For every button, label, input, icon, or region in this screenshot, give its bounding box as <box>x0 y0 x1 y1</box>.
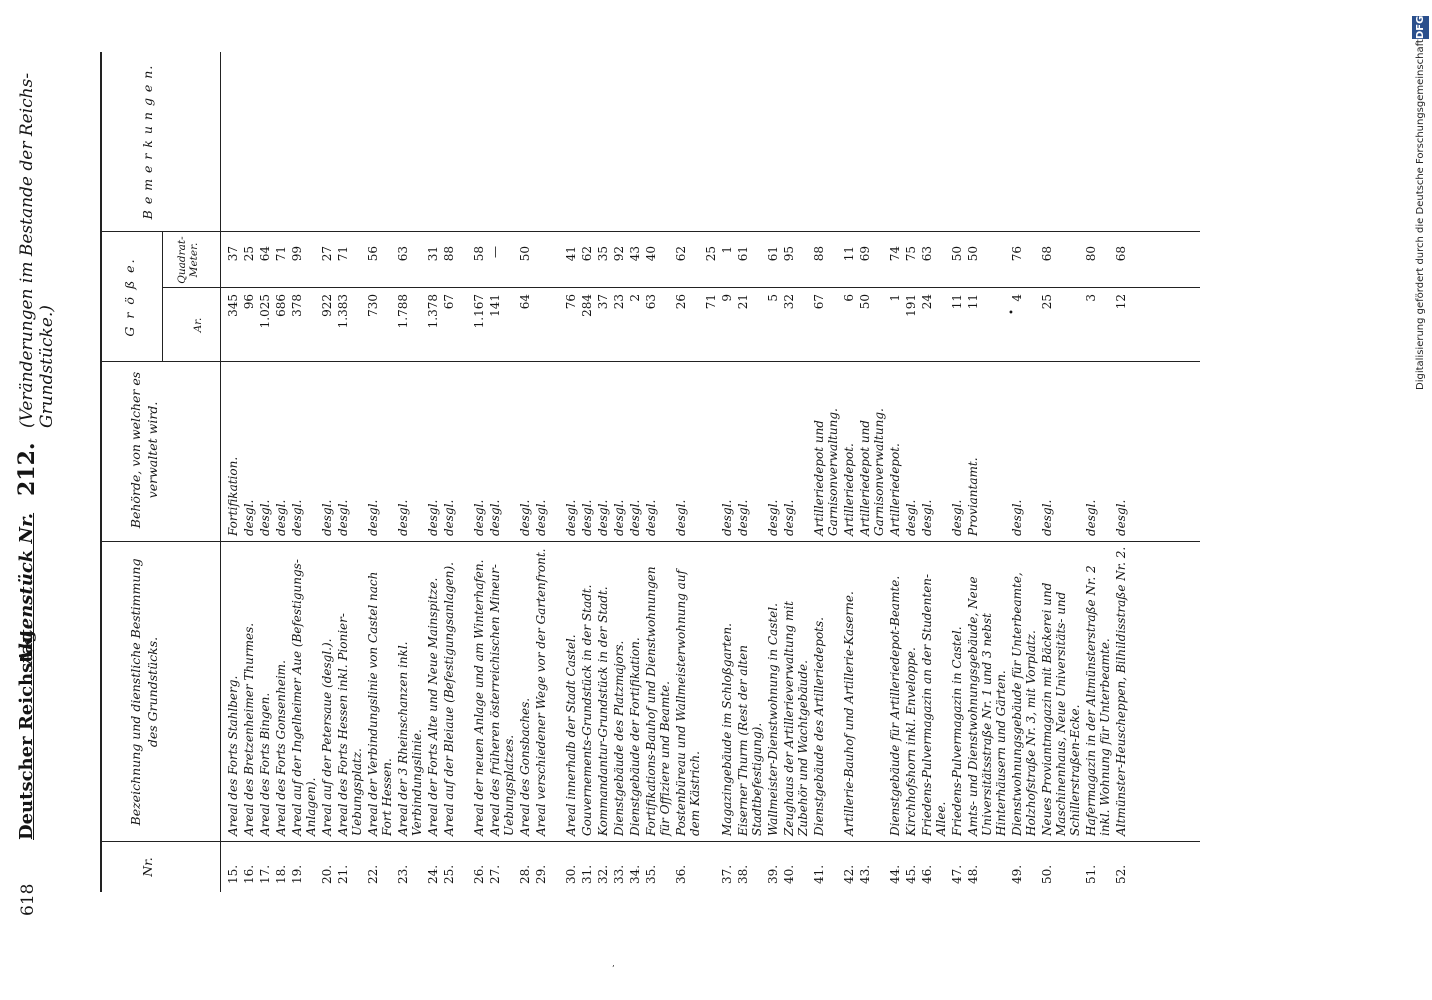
row-authority: desgl. <box>488 499 502 536</box>
table-body <box>226 52 1144 892</box>
row-number: 17. <box>258 864 272 884</box>
row-size-ar: 141 <box>488 294 502 317</box>
row-authority: desgl. <box>736 499 750 536</box>
row-authority: desgl. <box>366 499 380 536</box>
row-size-qm: 88 <box>442 246 456 262</box>
table-row <box>720 52 736 892</box>
row-number: 19. <box>290 864 304 884</box>
row-size-qm: 62 <box>674 246 688 262</box>
row-size-ar: 9 <box>720 294 734 302</box>
row-authority: Artilleriedepot und Garnisonverwaltung. <box>858 408 886 536</box>
row-number: 38. <box>736 864 750 884</box>
row-size-ar: 1.378 <box>426 294 440 329</box>
row-size-qm: 35 <box>596 246 610 262</box>
row-description: Dienstwohnungsgebäude für Unterbeamte, Holzhofstraße Nr. 3, mit Vorplatz. <box>1010 572 1038 836</box>
row-size-ar: 76 <box>564 294 578 310</box>
row-authority: desgl. <box>1084 499 1098 536</box>
table-row <box>1040 52 1084 892</box>
row-authority: desgl. <box>396 499 410 536</box>
row-size-qm: 64 <box>258 246 272 262</box>
row-authority: desgl. <box>442 499 456 536</box>
row-size-ar: 191 <box>904 294 918 317</box>
row-size-qm: 50 <box>966 246 980 262</box>
page-header <box>14 36 57 936</box>
row-description: Zeughaus der Artillerieverwaltung mit Zubehör und Wachtgebäude. <box>782 601 810 836</box>
row-size-ar: 71 <box>704 294 718 310</box>
row-size-ar: 284 <box>580 294 594 317</box>
row-authority: desgl. <box>564 499 578 536</box>
row-authority: desgl. <box>320 499 334 536</box>
table-row <box>472 52 488 892</box>
scan-mark: ’ <box>612 964 615 973</box>
row-size-ar: 23 <box>612 294 626 310</box>
row-size-ar: 3 <box>1084 294 1098 302</box>
row-size-ar: 96 <box>242 294 256 310</box>
table-row <box>858 52 888 892</box>
row-size-ar: 25 <box>1040 294 1054 310</box>
table-row <box>1084 52 1114 892</box>
table-row <box>782 52 812 892</box>
row-description: Friedens-Pulvermagazin in Castel. <box>950 626 964 836</box>
row-size-qm: 1 <box>720 246 734 254</box>
row-authority: Artilleriedepot. <box>842 443 856 536</box>
size-header-rule <box>162 232 163 362</box>
header-size: G r ö ß e. <box>122 257 137 337</box>
row-description: Areal auf der Bleiaue (Befestigungsanlagen). <box>442 561 456 836</box>
row-number: 44. <box>888 864 902 884</box>
row-size-ar: 378 <box>290 294 304 317</box>
row-description: Postenbüreau und Wallmeisterwohnung auf dem Kästrich. <box>674 569 702 836</box>
header-size-ar: Ar. <box>192 317 204 333</box>
row-authority: desgl. <box>596 499 610 536</box>
header-size-qm: Quadrat-Meter. <box>176 236 200 284</box>
row-size-qm: 25 <box>242 246 256 262</box>
row-size-qm: 62 <box>580 246 594 262</box>
row-authority: desgl. <box>720 499 734 536</box>
row-size-ar: 26 <box>674 294 688 310</box>
row-size-ar: 11 <box>966 294 980 310</box>
row-authority: desgl. <box>674 499 688 536</box>
row-description: Areal der Verbindungslinie von Castel nach Fort Hessen. <box>366 571 394 836</box>
table-row <box>226 52 242 892</box>
row-authority: Fortifikation. <box>226 456 240 536</box>
table-row <box>396 52 426 892</box>
row-size-qm: 71 <box>274 246 288 262</box>
row-authority: desgl. <box>644 499 658 536</box>
table-row <box>644 52 674 892</box>
row-size-ar: 1.383 <box>336 294 350 329</box>
property-table <box>100 52 1200 892</box>
digitization-credit: Digitalisierung gefördert durch die Deutsche Forschungsgemeinschaft <box>1415 39 1426 390</box>
table-row <box>812 52 842 892</box>
row-size-qm: 95 <box>782 246 796 262</box>
row-number: 26. <box>472 864 486 884</box>
row-number: 34. <box>628 864 642 884</box>
row-authority: desgl. <box>472 499 486 536</box>
header-remarks: B e m e r k u n g e n. <box>140 64 155 220</box>
table-top-rule <box>100 52 102 892</box>
document-label: Aktenstück Nr. <box>16 512 37 664</box>
row-number: 18. <box>274 864 288 884</box>
row-number: 20. <box>320 864 334 884</box>
row-size-qm: 56 <box>366 246 380 262</box>
row-authority: desgl. <box>628 499 642 536</box>
row-description: Areal der neuen Anlage und am Winterhafen. <box>472 559 486 836</box>
row-description: Neues Proviantmagazin mit Bäckerei und Maschinenhaus, Neue Universitäts- und Schillerstraßen-Ecke. <box>1040 582 1082 836</box>
row-size-ar: 1.167 <box>472 294 486 329</box>
row-size-qm: 75 <box>904 246 918 262</box>
row-number: 45. <box>904 864 918 884</box>
scan-mark: • <box>1008 308 1014 319</box>
row-description: Dienstgebäude des Artilleriedepots. <box>812 617 826 836</box>
table-row <box>674 52 704 892</box>
table-row <box>766 52 782 892</box>
row-authority: desgl. <box>1040 499 1054 536</box>
row-size-ar: 2 <box>628 294 642 302</box>
row-number: 23. <box>396 864 410 884</box>
table-row <box>564 52 580 892</box>
table-row <box>274 52 290 892</box>
row-size-ar: 730 <box>366 294 380 317</box>
row-size-qm: 63 <box>396 246 410 262</box>
row-authority: desgl. <box>904 499 918 536</box>
row-number: 39. <box>766 864 780 884</box>
row-authority: Artilleriedepot und Garnisonverwaltung. <box>812 408 840 536</box>
row-description: Eiserner Thurm (Rest der alten Stadtbefestigung). <box>736 645 764 836</box>
row-number: 40. <box>782 864 796 884</box>
row-authority: desgl. <box>612 499 626 536</box>
row-size-qm: 41 <box>564 246 578 262</box>
row-size-ar: 67 <box>812 294 826 310</box>
row-authority: desgl. <box>534 499 548 536</box>
row-number: 37. <box>720 864 734 884</box>
row-size-ar: 4 <box>1010 294 1024 302</box>
row-description: Dienstgebäude für Artilleriedepot-Beamte. <box>888 575 902 836</box>
row-size-qm: 71 <box>336 246 350 262</box>
row-number: 22. <box>366 864 380 884</box>
row-description: Areal des Forts Stahlberg. <box>226 675 240 836</box>
header-authority: Behörde, von welcher es verwaltet wird. <box>128 371 160 529</box>
row-size-qm: 68 <box>1040 246 1054 262</box>
row-size-ar: 63 <box>644 294 658 310</box>
row-description: Artillerie-Bauhof und Artillerie-Kaserne. <box>842 591 856 836</box>
page-number: 618 <box>18 883 38 916</box>
row-size-qm: 61 <box>736 246 750 262</box>
row-description: Areal innerhalb der Stadt Castel. <box>564 634 578 836</box>
row-authority: desgl. <box>426 499 440 536</box>
digitization-note <box>1415 10 1426 390</box>
row-number: 43. <box>858 864 872 884</box>
row-size-qm: 43 <box>628 246 642 262</box>
row-size-qm: 92 <box>612 246 626 262</box>
row-description: Areal auf der Petersaue (desgl.). <box>320 638 334 836</box>
row-number: 28. <box>518 864 532 884</box>
row-number: 15. <box>226 864 240 884</box>
row-description: Friedens-Pulvermagazin an der Studenten-Allee. <box>920 573 948 836</box>
row-description: Areal des Gonsbaches. <box>518 697 532 836</box>
row-authority: desgl. <box>920 499 934 536</box>
row-size-qm: 99 <box>290 246 304 262</box>
row-description: Areal der Forts Alte und Neue Mainspitze. <box>426 577 440 836</box>
table-row <box>320 52 336 892</box>
row-description: Areal des Forts Hessen inkl. Pionier-Uebungsplatz. <box>336 613 364 836</box>
row-size-ar: 922 <box>320 294 334 317</box>
row-description: Areal des Bretzenheimer Thurmes. <box>242 622 256 836</box>
row-description: Fortifikations-Bauhof und Dienstwohnungen für Offiziere und Beamte. <box>644 566 672 836</box>
row-number: 49. <box>1010 864 1024 884</box>
table-row <box>736 52 766 892</box>
row-description: Areal der 3 Rheinschanzen inkl. Verbindungslinie. <box>396 641 424 836</box>
table-row <box>612 52 628 892</box>
row-authority: desgl. <box>1010 499 1024 536</box>
row-size-qm: 63 <box>920 246 934 262</box>
row-number: 31. <box>580 864 594 884</box>
table-row <box>966 52 1010 892</box>
row-size-qm: 80 <box>1084 246 1098 262</box>
row-size-ar: 5 <box>766 294 780 302</box>
row-authority: desgl. <box>766 499 780 536</box>
table-row <box>488 52 518 892</box>
row-size-qm: — <box>488 246 502 258</box>
row-description: Hafermagazin in der Altmünsterstraße Nr. 2 inkl. Wohnung für Unterbeamte. <box>1084 565 1112 836</box>
row-description: Areal des früheren österreichischen Mineur-Uebungsplatzes. <box>488 564 516 836</box>
row-size-qm: 31 <box>426 246 440 262</box>
row-size-ar: 1.788 <box>396 294 410 329</box>
row-number: 24. <box>426 864 440 884</box>
row-number: 41. <box>812 864 826 884</box>
row-size-ar: 12 <box>1114 294 1128 310</box>
row-size-ar: 21 <box>736 294 750 310</box>
row-authority: desgl. <box>274 499 288 536</box>
table-row <box>950 52 966 892</box>
publication-title: Deutscher Reichstag. <box>16 623 37 840</box>
row-size-ar: 11 <box>950 294 964 310</box>
row-size-qm: 68 <box>1114 246 1128 262</box>
row-size-ar: 64 <box>518 294 532 310</box>
row-size-qm: 11 <box>842 246 856 262</box>
row-number: 51. <box>1084 864 1098 884</box>
row-size-ar: 1.025 <box>258 294 272 329</box>
row-authority: desgl. <box>782 499 796 536</box>
row-number: 32. <box>596 864 610 884</box>
row-description: Areal des Forts Bingen. <box>258 692 272 836</box>
row-size-qm: 74 <box>888 246 902 262</box>
table-row <box>842 52 858 892</box>
table-row <box>580 52 596 892</box>
table-row <box>628 52 644 892</box>
row-size-qm: 37 <box>226 246 240 262</box>
row-size-ar: 6 <box>842 294 856 302</box>
row-size-qm: 50 <box>518 246 532 262</box>
row-number: 50. <box>1040 864 1054 884</box>
row-size-qm: 76 <box>1010 246 1024 262</box>
table-row <box>888 52 904 892</box>
document-number: 212. <box>14 442 40 496</box>
document-subtitle: (Veränderungen im Bestande der Reichs-Grundstücke.) <box>17 72 57 428</box>
table-row <box>336 52 366 892</box>
row-description: Areal verschiedener Wege vor der Gartenfront. <box>534 548 548 836</box>
row-number: 27. <box>488 864 502 884</box>
row-authority: desgl. <box>290 499 304 536</box>
dfg-logo: DFG <box>1412 16 1429 39</box>
row-authority: desgl. <box>950 499 964 536</box>
table-row <box>258 52 274 892</box>
table-row <box>1010 52 1040 892</box>
row-description: Altmünster-Heuscheppen, Bilhildisstraße Nr. 2. <box>1114 546 1128 836</box>
row-size-qm: 50 <box>950 246 964 262</box>
row-number: 48. <box>966 864 980 884</box>
row-number: 30. <box>564 864 578 884</box>
table-row <box>366 52 396 892</box>
table-row <box>534 52 564 892</box>
row-authority: desgl. <box>580 499 594 536</box>
row-number: 42. <box>842 864 856 884</box>
row-description: Magazingebäude im Schloßgarten. <box>720 623 734 836</box>
row-size-ar: 686 <box>274 294 288 317</box>
table-row <box>904 52 920 892</box>
table-row <box>596 52 612 892</box>
row-description: Dienstgebäude der Fortifikation. <box>628 637 642 836</box>
row-description: Gouvernements-Grundstück in der Stadt. <box>580 584 594 836</box>
table-row <box>704 52 720 892</box>
row-size-qm: 40 <box>644 246 658 262</box>
row-description: Areal auf der Ingelheimer Aue (Befestigungs-Anlagen). <box>290 559 318 836</box>
row-size-ar: 67 <box>442 294 456 310</box>
row-size-qm: 27 <box>320 246 334 262</box>
row-number: 29. <box>534 864 548 884</box>
row-size-qm: 69 <box>858 246 872 262</box>
header-nr: Nr. <box>140 857 155 877</box>
table-row <box>242 52 258 892</box>
row-size-qm: 61 <box>766 246 780 262</box>
row-description: Kommandantur-Grundstück in der Stadt. <box>596 586 610 836</box>
row-number: 33. <box>612 864 626 884</box>
row-authority: desgl. <box>518 499 532 536</box>
row-size-ar: 37 <box>596 294 610 310</box>
table-row <box>426 52 442 892</box>
row-size-qm: 88 <box>812 246 826 262</box>
table-header-rule <box>220 52 221 892</box>
row-number: 47. <box>950 864 964 884</box>
row-size-qm: 58 <box>472 246 486 262</box>
row-description: Amts- und Dienstwohnungsgebäude, Neue Universitätsstraße Nr. 1 und 3 nebst Hinterhäusern und Gärten. <box>966 576 1008 836</box>
table-row <box>1114 52 1144 892</box>
row-authority: Proviantamt. <box>966 457 980 536</box>
row-number: 46. <box>920 864 934 884</box>
table-row <box>290 52 320 892</box>
row-authority: desgl. <box>258 499 272 536</box>
row-description: Dienstgebäude des Platzmajors. <box>612 640 626 836</box>
row-authority: desgl. <box>336 499 350 536</box>
row-number: 21. <box>336 864 350 884</box>
row-authority: Artilleriedepot. <box>888 443 902 536</box>
table-row <box>518 52 534 892</box>
row-size-ar: 24 <box>920 294 934 310</box>
row-authority: desgl. <box>1114 499 1128 536</box>
row-size-ar: 345 <box>226 294 240 317</box>
header-description: Bezeichnung und dienstliche Bestimmung des Grundstücks. <box>128 558 160 826</box>
table-row <box>920 52 950 892</box>
row-number: 52. <box>1114 864 1128 884</box>
row-description: Areal des Forts Gonsenheim. <box>274 660 288 836</box>
row-number: 25. <box>442 864 456 884</box>
row-authority: desgl. <box>242 499 256 536</box>
row-size-ar: 1 <box>888 294 902 302</box>
row-number: 35. <box>644 864 658 884</box>
row-size-ar: 50 <box>858 294 872 310</box>
row-number: 16. <box>242 864 256 884</box>
row-size-ar: 32 <box>782 294 796 310</box>
row-size-qm: 25 <box>704 246 718 262</box>
table-row <box>442 52 472 892</box>
row-description: Wallmeister-Dienstwohnung in Castel. <box>766 603 780 836</box>
row-number: 36. <box>674 864 688 884</box>
row-description: Kirchhofshorn inkl. Enveloppe. <box>904 647 918 836</box>
